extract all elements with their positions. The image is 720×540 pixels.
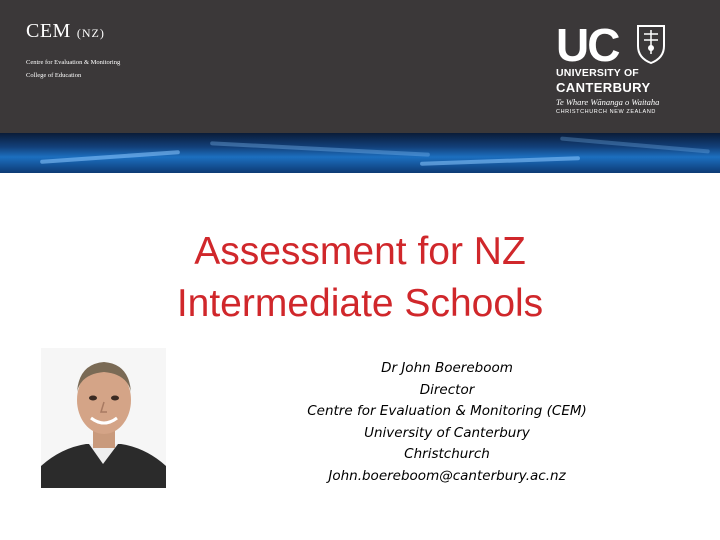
presenter-name: Dr John Boereboom — [381, 360, 513, 376]
cem-title: CEM — [26, 20, 71, 42]
presenter-email[interactable]: John.boereboom@canterbury.ac.nz — [328, 467, 566, 484]
cem-full-name: Centre for Evaluation & Monitoring — [26, 59, 121, 66]
presenter-university: University of Canterbury — [364, 424, 530, 441]
presenter-photo — [41, 348, 166, 488]
title-line-2: Intermediate Schools — [176, 282, 544, 325]
portrait-image — [41, 348, 166, 488]
logo-university-of: UNIVERSITY OF — [556, 67, 639, 79]
header-bar — [0, 0, 720, 133]
logo-canterbury: CANTERBURY — [556, 80, 651, 95]
presenter-org: Centre for Evaluation & Monitoring (CEM) — [307, 403, 587, 419]
uc-logo — [556, 19, 672, 122]
decorative-band — [0, 133, 720, 173]
logo-maori-motto: Te Whare Wānanga o Waitaha — [556, 97, 660, 107]
presenter-city: Christchurch — [404, 446, 490, 462]
college-name: College of Education — [26, 72, 82, 79]
uc-letters: UC — [556, 19, 619, 71]
cem-wordmark — [26, 20, 105, 43]
presenter-info — [247, 358, 647, 487]
crest-icon — [636, 24, 666, 64]
presenter-role: Director — [419, 381, 475, 398]
title-line-1: Assessment for NZ — [194, 230, 526, 273]
cem-suffix: (NZ) — [76, 26, 105, 40]
slide-title — [100, 226, 620, 330]
logo-city: CHRISTCHURCH NEW ZEALAND — [556, 109, 656, 115]
